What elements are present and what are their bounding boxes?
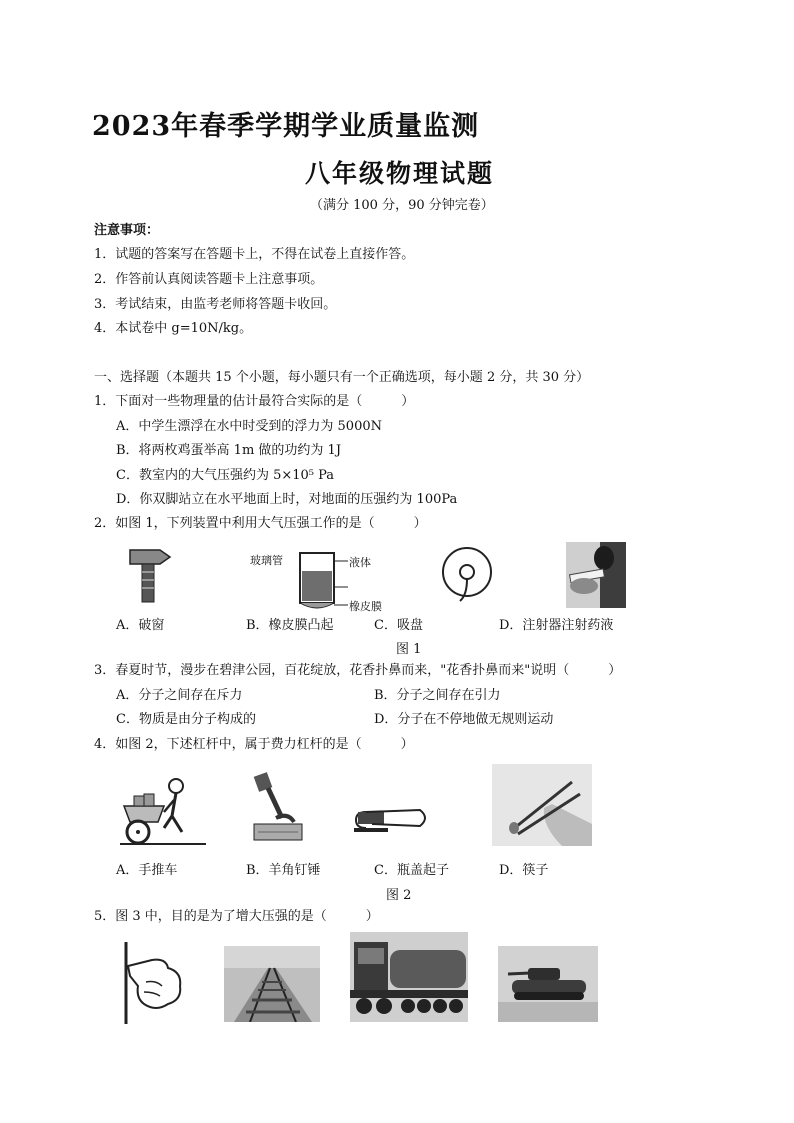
- figure-heavy-truck-photo-icon: [350, 932, 468, 1022]
- figure-wheelbarrow-icon: [120, 772, 206, 848]
- q4-option-d: D．筷子: [499, 863, 549, 878]
- q4-option-c: C．瓶盖起子: [374, 863, 449, 878]
- figure-claw-hammer-icon: [250, 772, 306, 844]
- figure-chopsticks-photo-icon: [492, 764, 592, 846]
- note-item: 4．本试卷中 g=10N/kg。: [94, 321, 253, 336]
- figure-suction-cup-icon: [440, 545, 494, 607]
- notes-heading: 注意事项：: [94, 223, 160, 238]
- figure-caption: 图 2: [386, 888, 412, 903]
- note-item: 3．考试结束，由监考老师将答题卡收回。: [94, 297, 337, 312]
- figure-thumb-pressing-icon: [122, 942, 190, 1024]
- figure-tank-photo-icon: [498, 946, 598, 1022]
- q2-option-c: C．吸盘: [374, 618, 423, 633]
- q3-option-c: C．物质是由分子构成的: [116, 712, 256, 727]
- figure-caption: 图 1: [396, 642, 422, 657]
- note-item: 2．作答前认真阅读答题卡上注意事项。: [94, 272, 324, 287]
- q3-option-a: A．分子之间存在斥力: [116, 688, 243, 703]
- q1-option-b: B．将两枚鸡蛋举高 1m 做的功约为 1J: [116, 443, 342, 458]
- q2-option-d: D．注射器注射药液: [499, 618, 614, 633]
- exam-subtitle: 八年级物理试题: [305, 159, 495, 188]
- q2-option-b: B．橡皮膜凸起: [246, 618, 334, 633]
- q2-stem: 2．如图 1，下列装置中利用大气压强工作的是（ ）: [94, 516, 427, 531]
- q1-stem: 1．下面对一些物理量的估计最符合实际的是（ ）: [94, 394, 415, 409]
- note-item: 1．试题的答案写在答题卡上，不得在试卷上直接作答。: [94, 247, 415, 262]
- exam-title: 2023年春季学期学业质量监测: [92, 111, 480, 142]
- q3-stem: 3．春夏时节，漫步在碧津公园，百花绽放，花香扑鼻而来，"花香扑鼻而来"说明（ ）: [94, 663, 622, 678]
- q2-option-a: A．破窗: [116, 618, 165, 633]
- q3-option-b: B．分子之间存在引力: [374, 688, 501, 703]
- exam-meta: （满分 100 分，90 分钟完卷）: [310, 198, 494, 213]
- label-liquid: 液体: [349, 556, 371, 569]
- q4-option-a: A．手推车: [116, 863, 178, 878]
- q4-stem: 4．如图 2，下述杠杆中，属于费力杠杆的是（ ）: [94, 737, 414, 752]
- figure-syringe-photo-icon: [566, 542, 626, 608]
- q1-option-d: D．你双脚站立在水平地面上时，对地面的压强约为 100Pa: [116, 492, 458, 507]
- q1-option-a: A．中学生漂浮在水中时受到的浮力为 5000N: [116, 419, 382, 434]
- q3-option-d: D．分子在不停地做无规则运动: [374, 712, 554, 727]
- q5-stem: 5．图 3 中，目的是为了增大压强的是（ ）: [94, 909, 379, 924]
- q1-option-c: C．教室内的大气压强约为 5×10⁵ Pa: [116, 468, 335, 483]
- figure-railway-track-photo-icon: [224, 946, 320, 1022]
- label-rubber-film: 橡皮膜: [349, 600, 382, 613]
- section-heading: 一、选择题（本题共 15 个小题，每小题只有一个正确选项，每小题 2 分，共 30 分）: [94, 370, 590, 385]
- q4-option-b: B．羊角钉锤: [246, 863, 321, 878]
- figure-bottle-opener-icon: [352, 800, 432, 840]
- label-glass-tube: 玻璃管: [250, 554, 283, 567]
- figure-hammer-icon: [126, 546, 174, 610]
